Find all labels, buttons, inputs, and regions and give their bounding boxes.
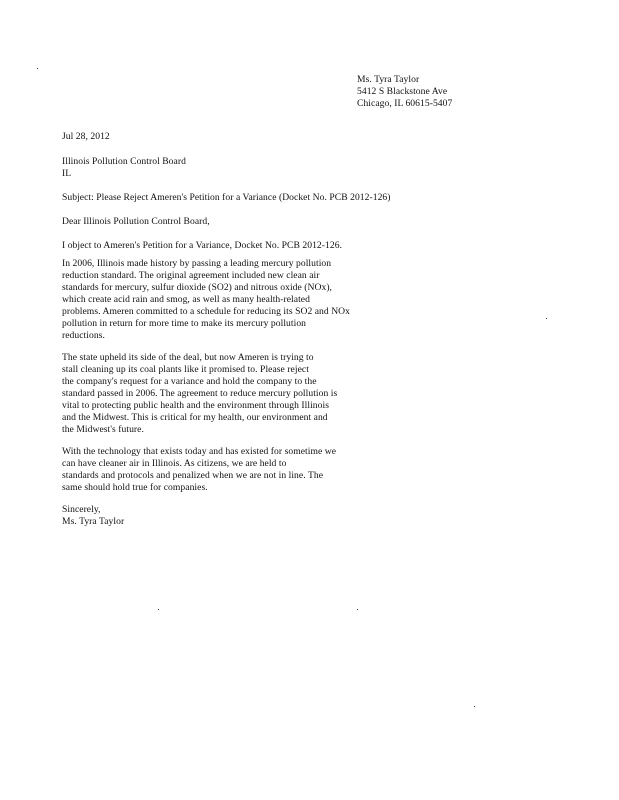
paragraph-line: standards for mercury, sulfur dioxide (SO2) and nitrous oxide (NOx),: [62, 282, 333, 293]
paragraph-line: With the technology that exists today and has existed for sometime we: [62, 446, 337, 457]
paragraph-line: vital to protecting public health and the environment through Illinois: [62, 400, 330, 411]
scan-speck: [546, 318, 547, 319]
paragraph-line: standards and protocols and penalized when we are not in line. The: [62, 470, 324, 481]
paragraph-line: The state upheld its side of the deal, but now Ameren is trying to: [62, 352, 314, 363]
opening-statement: I object to Ameren's Petition for a Variance, Docket No. PCB 2012-126.: [62, 240, 343, 251]
paragraph-line: standard passed in 2006. The agreement to reduce mercury pollution is: [62, 388, 338, 399]
paragraph-line: can have cleaner air in Illinois. As citizens, we are held to: [62, 458, 287, 469]
paragraph-line: pollution in return for more time to make its mercury pollution: [62, 318, 307, 329]
sender-city: Chicago, IL 60615-5407: [357, 98, 453, 109]
letter-date: Jul 28, 2012: [62, 131, 110, 142]
closing: Sincerely,: [62, 504, 101, 515]
scan-speck: [158, 609, 159, 610]
paragraph-line: the company's request for a variance and hold the company to the: [62, 376, 317, 387]
recipient-name: Illinois Pollution Control Board: [62, 156, 186, 167]
recipient-state: IL: [62, 168, 72, 179]
paragraph-line: same should hold true for companies.: [62, 482, 208, 493]
paragraph-line: which create acid rain and smog, as well as many health-related: [62, 294, 310, 305]
scan-speck: [474, 706, 475, 707]
sender-name: Ms. Tyra Taylor: [357, 74, 420, 85]
signature-name: Ms. Tyra Taylor: [62, 516, 125, 527]
paragraph-line: stall cleaning up its coal plants like it promised to. Please reject: [62, 364, 309, 375]
scan-speck: [357, 609, 358, 610]
paragraph-line: and the Midwest. This is critical for my health, our environment and: [62, 412, 328, 423]
paragraph-line: In 2006, Illinois made history by passing a leading mercury pollution: [62, 258, 332, 269]
subject-line: Subject: Please Reject Ameren's Petition for a Variance (Docket No. PCB 2012-126): [62, 192, 391, 203]
salutation: Dear Illinois Pollution Control Board,: [62, 216, 210, 227]
sender-street: 5412 S Blackstone Ave: [357, 86, 448, 97]
paragraph-line: reductions.: [62, 330, 105, 341]
paragraph-line: the Midwest's future.: [62, 424, 144, 435]
scan-speck: [37, 68, 38, 69]
paragraph-line: problems. Ameren committed to a schedule for reducing its SO2 and NOx: [62, 306, 351, 317]
paragraph-line: reduction standard. The original agreement included new clean air: [62, 270, 320, 281]
